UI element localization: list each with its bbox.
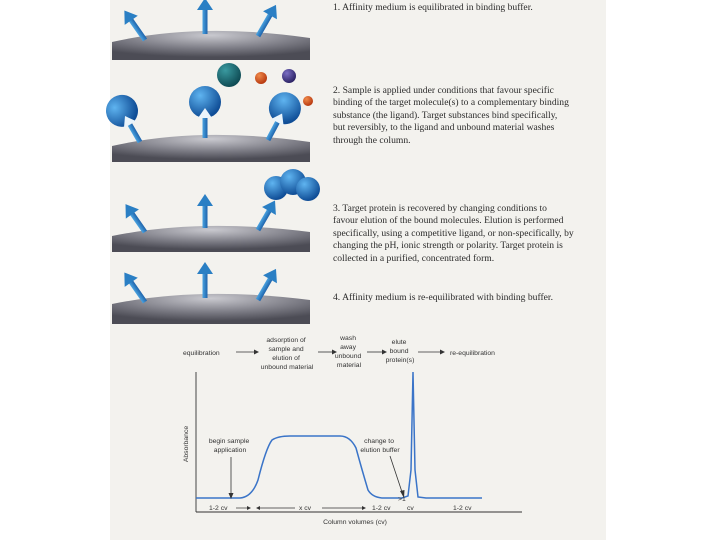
flow-wash: wash away unbound material (334, 335, 362, 369)
step-1-line: 1. Affinity medium is equilibrated in binding buffer. (333, 2, 533, 13)
ligand-arrow (197, 262, 213, 298)
y-axis-label: Absorbance (183, 425, 190, 463)
step-4-line: 4. Affinity medium is re-equilibrated with binding buffer. (333, 292, 553, 303)
step-3-line: changing the pH, ionic strength or polarity. Target protein is (333, 240, 563, 252)
segment-4-label: >1 (398, 496, 406, 503)
step-2-line: substance (the ligand). Target substances bind specifically, (333, 109, 558, 121)
flow-equilibration: equilibration (183, 350, 220, 357)
contaminant-teal (217, 63, 241, 87)
contaminant-purple (282, 69, 296, 83)
step-3-line: 3. Target protein is recovered by changing conditions to (333, 203, 547, 214)
annotation-sample-application: begin sample application (208, 438, 250, 454)
x-axis-label: Column volumes (cv) (323, 519, 387, 526)
ligand-arrow (197, 0, 213, 34)
bead-surface-2 (112, 135, 310, 162)
flow-elute: elute bound protein(s) (385, 339, 415, 364)
chromatogram (183, 372, 522, 526)
contaminant-orange (255, 72, 267, 84)
step-2-line: through the column. (333, 134, 411, 146)
bound-target (189, 86, 221, 138)
step-2-line: binding of the target molecule(s) to a complementary binding (333, 97, 569, 109)
step-3-line: favour elution of the bound molecules. Elution is performed (333, 215, 564, 227)
flow-reequilibration: re-equilibration (450, 350, 495, 357)
annotation-elution-buffer: change to elution buffer (360, 438, 400, 454)
segment-5-label: 1-2 cv (453, 505, 472, 512)
segment-1-label: 1-2 cv (209, 505, 228, 512)
contaminant-orange (303, 96, 313, 106)
absorbance-trace (196, 372, 482, 498)
segment-4-unit: cv (407, 505, 414, 512)
segment-2-label: x cv (299, 505, 312, 512)
step-3-line: specifically, using a competitive ligand, or non-specifically, by (333, 227, 574, 239)
flow-adsorption: adsorption of sample and elution of unbound material (260, 337, 314, 371)
step-3-line: collected in a purified, concentrated form. (333, 252, 495, 264)
ligand-arrow (197, 194, 213, 228)
process-flow (183, 335, 495, 371)
segment-3-label: 1-2 cv (372, 505, 391, 512)
step-2-line: but reversibly, to the ligand and unbound material washes (333, 122, 555, 134)
step-2-line: 2. Sample is applied under conditions that favour specific (333, 85, 554, 96)
eluted-target (296, 177, 320, 201)
